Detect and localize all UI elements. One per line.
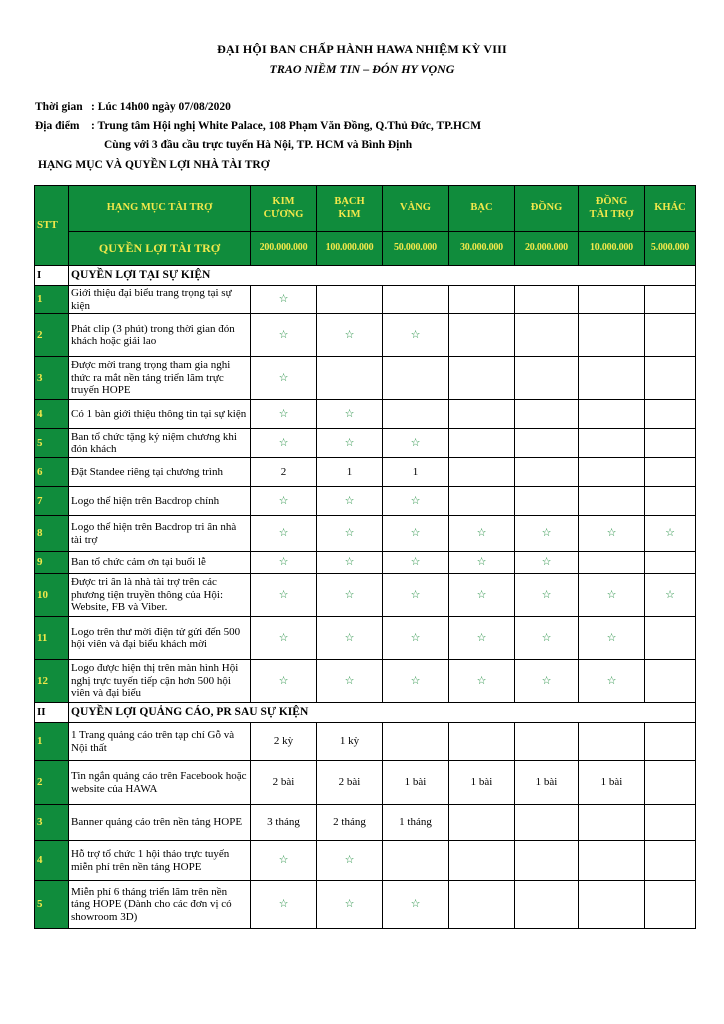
row-number: 7 bbox=[35, 487, 69, 516]
tier-header bbox=[317, 186, 383, 232]
tier-cell bbox=[515, 761, 579, 805]
star-icon: ☆ bbox=[278, 674, 289, 687]
star-icon: ☆ bbox=[410, 898, 421, 911]
benefit-row bbox=[35, 617, 696, 660]
tier-cell bbox=[383, 841, 449, 881]
tier-cell bbox=[579, 805, 645, 841]
section-title: QUYỀN LỢI TẠI SỰ KIỆN bbox=[69, 266, 696, 286]
row-number: 9 bbox=[35, 552, 69, 574]
tier-cell bbox=[579, 314, 645, 357]
tier-cell bbox=[449, 458, 515, 487]
star-icon: ☆ bbox=[476, 588, 487, 601]
place-label: Địa điểm bbox=[35, 120, 80, 132]
star-icon: ☆ bbox=[541, 556, 552, 569]
star-icon: ☆ bbox=[278, 588, 289, 601]
benefit-description: Giới thiệu đại biểu trang trọng tại sự kiện bbox=[69, 286, 251, 314]
tier-cell bbox=[579, 357, 645, 400]
tier-cell bbox=[251, 841, 317, 881]
tier-cell bbox=[449, 286, 515, 314]
tier-cell bbox=[449, 429, 515, 458]
tier-cell bbox=[579, 574, 645, 617]
benefit-row bbox=[35, 286, 696, 314]
tier-cell bbox=[579, 516, 645, 552]
star-icon: ☆ bbox=[476, 631, 487, 644]
tier-cell bbox=[515, 552, 579, 574]
tier-cell bbox=[515, 805, 579, 841]
star-icon: ☆ bbox=[278, 407, 289, 420]
tier-amount: 5.000.000 bbox=[645, 232, 696, 266]
row-number: 10 bbox=[35, 574, 69, 617]
tier-cell bbox=[645, 805, 696, 841]
star-icon: ☆ bbox=[606, 674, 617, 687]
star-icon: ☆ bbox=[476, 674, 487, 687]
tier-cell bbox=[515, 429, 579, 458]
tier-cell bbox=[645, 286, 696, 314]
star-icon: ☆ bbox=[278, 898, 289, 911]
row-number: 4 bbox=[35, 841, 69, 881]
benefit-description: Đặt Standee riêng tại chương trình bbox=[69, 458, 251, 487]
event-place bbox=[35, 120, 481, 132]
benefits-header: QUYỀN LỢI TÀI TRỢ bbox=[69, 232, 251, 266]
tier-value: 2 kỳ bbox=[273, 735, 294, 748]
tier-cell bbox=[449, 723, 515, 761]
tier-cell bbox=[383, 881, 449, 929]
tier-cell bbox=[383, 357, 449, 400]
row-number: 5 bbox=[35, 881, 69, 929]
tier-value: 2 bài bbox=[338, 776, 361, 789]
document-title: ĐẠI HỘI BAN CHẤP HÀNH HAWA NHIỆM KỲ VIII bbox=[217, 42, 507, 56]
tier-cell bbox=[515, 314, 579, 357]
tier-cell bbox=[317, 286, 383, 314]
tier-cell bbox=[449, 805, 515, 841]
tier-cell bbox=[251, 357, 317, 400]
row-number: 5 bbox=[35, 429, 69, 458]
tier-cell bbox=[645, 574, 696, 617]
tier-header bbox=[645, 186, 696, 232]
tier-value: 2 bài bbox=[272, 776, 295, 789]
row-number: 1 bbox=[35, 723, 69, 761]
tier-name-line: KIM bbox=[272, 196, 295, 207]
tier-cell bbox=[383, 487, 449, 516]
tier-value: 1 kỳ bbox=[339, 735, 360, 748]
tier-cell bbox=[579, 429, 645, 458]
document-slogan: TRAO NIỀM TIN – ĐÓN HY VỌNG bbox=[269, 62, 455, 76]
row-number: 2 bbox=[35, 761, 69, 805]
tier-value: 2 tháng bbox=[333, 816, 366, 829]
header-row bbox=[35, 186, 696, 232]
tier-cell bbox=[317, 400, 383, 429]
tier-cell bbox=[645, 617, 696, 660]
benefit-description: Được mời trang trọng tham gia nghi thức ra mắt nền tảng triển lãm trực truyến HOPE bbox=[69, 357, 251, 400]
star-icon: ☆ bbox=[410, 674, 421, 687]
benefit-row bbox=[35, 400, 696, 429]
tier-cell bbox=[251, 552, 317, 574]
tier-cell bbox=[449, 617, 515, 660]
tier-header bbox=[383, 186, 449, 232]
tier-cell bbox=[645, 314, 696, 357]
star-icon: ☆ bbox=[278, 527, 289, 540]
tier-cell bbox=[645, 458, 696, 487]
star-icon: ☆ bbox=[278, 854, 289, 867]
benefit-row bbox=[35, 429, 696, 458]
tier-cell bbox=[317, 458, 383, 487]
benefit-description: Logo trên thư mời điện tử gửi đến 500 hội viên và đại biểu khách mời bbox=[69, 617, 251, 660]
benefit-row bbox=[35, 881, 696, 929]
tier-value: 1 bbox=[346, 465, 353, 478]
row-number: 3 bbox=[35, 805, 69, 841]
section-heading: HẠNG MỤC VÀ QUYỀN LỢI NHÀ TÀI TRỢ bbox=[38, 159, 270, 171]
tier-value: 1 bbox=[412, 465, 419, 478]
benefit-row bbox=[35, 841, 696, 881]
tier-cell bbox=[383, 723, 449, 761]
event-time bbox=[35, 101, 231, 113]
benefit-description: Logo thể hiện trên Bacdrop chính bbox=[69, 487, 251, 516]
star-icon: ☆ bbox=[541, 674, 552, 687]
star-icon: ☆ bbox=[278, 494, 289, 507]
tier-cell bbox=[317, 761, 383, 805]
tier-cell bbox=[251, 761, 317, 805]
tier-cell bbox=[383, 761, 449, 805]
tier-cell bbox=[251, 429, 317, 458]
row-number: 2 bbox=[35, 314, 69, 357]
star-icon: ☆ bbox=[410, 556, 421, 569]
tier-cell bbox=[515, 723, 579, 761]
tier-cell bbox=[579, 286, 645, 314]
tier-cell bbox=[579, 723, 645, 761]
time-value: : Lúc 14h00 ngày 07/08/2020 bbox=[91, 101, 231, 113]
tier-cell bbox=[383, 314, 449, 357]
tier-cell bbox=[449, 487, 515, 516]
star-icon: ☆ bbox=[410, 588, 421, 601]
tier-cell bbox=[383, 286, 449, 314]
row-number: 6 bbox=[35, 458, 69, 487]
tier-amount: 10.000.000 bbox=[579, 232, 645, 266]
tier-cell bbox=[317, 841, 383, 881]
star-icon: ☆ bbox=[541, 527, 552, 540]
star-icon: ☆ bbox=[344, 407, 355, 420]
benefit-row bbox=[35, 314, 696, 357]
row-number: 1 bbox=[35, 286, 69, 314]
tier-cell bbox=[251, 805, 317, 841]
tier-cell bbox=[317, 660, 383, 703]
tier-cell bbox=[579, 487, 645, 516]
place-value: : Trung tâm Hội nghị White Palace, 108 Phạm Văn Đồng, Q.Thủ Đức, TP.HCM bbox=[91, 120, 482, 132]
tier-cell bbox=[515, 286, 579, 314]
star-icon: ☆ bbox=[344, 588, 355, 601]
tier-cell bbox=[449, 660, 515, 703]
tier-header bbox=[449, 186, 515, 232]
benefit-description: Banner quảng cáo trên nền tảng HOPE bbox=[69, 805, 251, 841]
tier-value: 1 bài bbox=[535, 776, 558, 789]
star-icon: ☆ bbox=[344, 631, 355, 644]
star-icon: ☆ bbox=[344, 436, 355, 449]
tier-amount: 50.000.000 bbox=[383, 232, 449, 266]
benefit-row bbox=[35, 516, 696, 552]
tier-cell bbox=[251, 314, 317, 357]
benefit-row bbox=[35, 574, 696, 617]
tier-cell bbox=[449, 574, 515, 617]
tier-cell bbox=[449, 761, 515, 805]
star-icon: ☆ bbox=[344, 898, 355, 911]
star-icon: ☆ bbox=[344, 556, 355, 569]
tier-cell bbox=[251, 516, 317, 552]
tier-cell bbox=[383, 458, 449, 487]
tier-cell bbox=[317, 552, 383, 574]
star-icon: ☆ bbox=[410, 328, 421, 341]
tier-cell bbox=[383, 516, 449, 552]
star-icon: ☆ bbox=[344, 527, 355, 540]
tier-cell bbox=[515, 458, 579, 487]
tier-cell bbox=[515, 574, 579, 617]
tier-cell bbox=[645, 429, 696, 458]
tier-cell bbox=[515, 487, 579, 516]
tier-header bbox=[251, 186, 317, 232]
tier-cell bbox=[317, 574, 383, 617]
tier-cell bbox=[579, 458, 645, 487]
tier-name-line: CƯƠNG bbox=[263, 208, 304, 220]
benefit-description: Hỗ trợ tổ chức 1 hội thảo trực tuyến miễn phí trên nền tảng HOPE bbox=[69, 841, 251, 881]
tier-cell bbox=[645, 881, 696, 929]
tier-cell bbox=[645, 552, 696, 574]
tier-cell bbox=[515, 881, 579, 929]
tier-amount: 30.000.000 bbox=[449, 232, 515, 266]
star-icon: ☆ bbox=[344, 674, 355, 687]
section-row bbox=[35, 703, 696, 723]
row-number: 3 bbox=[35, 357, 69, 400]
star-icon: ☆ bbox=[278, 436, 289, 449]
tier-cell bbox=[383, 400, 449, 429]
benefit-description: Miễn phí 6 tháng triển lãm trên nền tảng HOPE (Dành cho các đơn vị có showroom 3D) bbox=[69, 881, 251, 929]
tier-cell bbox=[579, 400, 645, 429]
tier-cell bbox=[383, 429, 449, 458]
tier-cell bbox=[515, 516, 579, 552]
tier-cell bbox=[251, 574, 317, 617]
tier-cell bbox=[645, 723, 696, 761]
section-title: QUYỀN LỢI QUẢNG CÁO, PR SAU SỰ KIỆN bbox=[69, 703, 696, 723]
benefit-row bbox=[35, 552, 696, 574]
row-number: 4 bbox=[35, 400, 69, 429]
benefit-description: Ban tổ chức cảm ơn tại buổi lễ bbox=[69, 552, 251, 574]
star-icon: ☆ bbox=[344, 854, 355, 867]
tier-cell bbox=[515, 357, 579, 400]
tier-name-line: KHÁC bbox=[654, 202, 686, 214]
tier-cell bbox=[383, 660, 449, 703]
star-icon: ☆ bbox=[606, 588, 617, 601]
tier-cell bbox=[251, 487, 317, 516]
tier-cell bbox=[579, 841, 645, 881]
star-icon: ☆ bbox=[476, 556, 487, 569]
tier-cell bbox=[449, 881, 515, 929]
tier-amount: 20.000.000 bbox=[515, 232, 579, 266]
tier-header bbox=[579, 186, 645, 232]
star-icon: ☆ bbox=[410, 436, 421, 449]
tier-value: 1 bài bbox=[470, 776, 493, 789]
star-icon: ☆ bbox=[476, 527, 487, 540]
tier-cell bbox=[579, 660, 645, 703]
benefit-row bbox=[35, 805, 696, 841]
tier-value: 1 tháng bbox=[399, 816, 432, 829]
tier-value: 3 tháng bbox=[267, 816, 300, 829]
time-label: Thời gian bbox=[35, 101, 83, 113]
benefit-description: Có 1 bàn giới thiệu thông tin tại sự kiện bbox=[69, 400, 251, 429]
star-icon: ☆ bbox=[278, 556, 289, 569]
tier-cell bbox=[251, 660, 317, 703]
tier-cell bbox=[251, 881, 317, 929]
category-header: HẠNG MỤC TÀI TRỢ bbox=[69, 186, 251, 232]
tier-cell bbox=[515, 400, 579, 429]
tier-cell bbox=[383, 617, 449, 660]
tier-value: 2 bbox=[280, 465, 287, 478]
tier-cell bbox=[645, 761, 696, 805]
tier-name-line: ĐỒNG bbox=[530, 202, 563, 214]
tier-cell bbox=[317, 516, 383, 552]
stt-header: STT bbox=[35, 186, 69, 266]
sponsorship-table bbox=[34, 185, 696, 929]
star-icon: ☆ bbox=[665, 588, 675, 601]
tier-name-line: KIM bbox=[338, 208, 361, 220]
benefit-description: Logo được hiện thị trên màn hình Hội nghị trực tuyến tiếp cận hơn 500 hội viên và đại biểu bbox=[69, 660, 251, 703]
tier-cell bbox=[449, 841, 515, 881]
tier-cell bbox=[383, 574, 449, 617]
tier-name-line: ĐỒNG bbox=[595, 196, 628, 207]
benefit-description: Logo thể hiện trên Bacdrop tri ân nhà tài trợ bbox=[69, 516, 251, 552]
star-icon: ☆ bbox=[606, 527, 617, 540]
star-icon: ☆ bbox=[344, 494, 355, 507]
tier-cell bbox=[317, 357, 383, 400]
tier-cell bbox=[515, 617, 579, 660]
star-icon: ☆ bbox=[344, 328, 355, 341]
benefit-description: Phát clip (3 phút) trong thời gian đón khách hoặc giải lao bbox=[69, 314, 251, 357]
tier-cell bbox=[645, 400, 696, 429]
tier-cell bbox=[317, 429, 383, 458]
tier-cell bbox=[449, 400, 515, 429]
star-icon: ☆ bbox=[541, 588, 552, 601]
section-row bbox=[35, 266, 696, 286]
tier-cell bbox=[317, 805, 383, 841]
row-number: 12 bbox=[35, 660, 69, 703]
tier-cell bbox=[645, 487, 696, 516]
tier-cell bbox=[317, 487, 383, 516]
tier-cell bbox=[251, 400, 317, 429]
star-icon: ☆ bbox=[278, 631, 289, 644]
benefit-description: Được tri ân là nhà tài trợ trên các phương tiện truyền thông của Hội: Website, FB và Viber. bbox=[69, 574, 251, 617]
tier-cell bbox=[317, 723, 383, 761]
benefit-row bbox=[35, 660, 696, 703]
star-icon: ☆ bbox=[278, 293, 289, 306]
tier-value: 1 bài bbox=[404, 776, 427, 789]
tier-cell bbox=[645, 660, 696, 703]
benefit-description: Ban tổ chức tặng kỷ niệm chương khi đón khách bbox=[69, 429, 251, 458]
benefit-row bbox=[35, 723, 696, 761]
tier-amount: 200.000.000 bbox=[251, 232, 317, 266]
tier-cell bbox=[645, 516, 696, 552]
tier-cell bbox=[579, 761, 645, 805]
tier-cell bbox=[317, 617, 383, 660]
star-icon: ☆ bbox=[541, 631, 552, 644]
benefit-description: Tin ngắn quảng cáo trên Facebook hoặc website của HAWA bbox=[69, 761, 251, 805]
benefit-description: 1 Trang quảng cáo trên tạp chí Gỗ và Nội thất bbox=[69, 723, 251, 761]
tier-cell bbox=[449, 357, 515, 400]
benefit-row bbox=[35, 458, 696, 487]
star-icon: ☆ bbox=[410, 527, 421, 540]
event-place-note: Cùng với 3 đầu cầu trực tuyến Hà Nội, TP. HCM và Bình Định bbox=[104, 139, 413, 151]
tier-cell bbox=[317, 314, 383, 357]
tier-cell bbox=[251, 286, 317, 314]
tier-cell bbox=[579, 881, 645, 929]
tier-cell bbox=[515, 660, 579, 703]
tier-cell bbox=[645, 841, 696, 881]
tier-cell bbox=[449, 516, 515, 552]
tier-cell bbox=[317, 881, 383, 929]
star-icon: ☆ bbox=[410, 631, 421, 644]
benefit-row bbox=[35, 761, 696, 805]
tier-cell bbox=[579, 552, 645, 574]
tier-cell bbox=[251, 617, 317, 660]
tier-cell bbox=[383, 552, 449, 574]
tier-amount: 100.000.000 bbox=[317, 232, 383, 266]
tier-name-line: VÀNG bbox=[400, 202, 431, 214]
tier-cell bbox=[645, 357, 696, 400]
star-icon: ☆ bbox=[278, 328, 289, 341]
tier-name-line: BẠC bbox=[470, 202, 493, 214]
tier-cell bbox=[449, 314, 515, 357]
tier-header bbox=[515, 186, 579, 232]
tier-cell bbox=[383, 805, 449, 841]
tier-value: 1 bài bbox=[600, 776, 623, 789]
star-icon: ☆ bbox=[606, 631, 617, 644]
tier-cell bbox=[251, 723, 317, 761]
tier-cell bbox=[251, 458, 317, 487]
star-icon: ☆ bbox=[665, 527, 675, 540]
star-icon: ☆ bbox=[410, 494, 421, 507]
amount-row bbox=[35, 232, 696, 266]
row-number: 8 bbox=[35, 516, 69, 552]
benefit-row bbox=[35, 357, 696, 400]
section-number: II bbox=[35, 703, 69, 723]
tier-name-line: TÀI TRỢ bbox=[589, 208, 634, 220]
benefit-row bbox=[35, 487, 696, 516]
tier-cell bbox=[449, 552, 515, 574]
tier-name-line: BẠCH bbox=[334, 196, 365, 207]
tier-cell bbox=[515, 841, 579, 881]
star-icon: ☆ bbox=[278, 371, 289, 384]
section-number: I bbox=[35, 266, 69, 286]
tier-cell bbox=[579, 617, 645, 660]
row-number: 11 bbox=[35, 617, 69, 660]
